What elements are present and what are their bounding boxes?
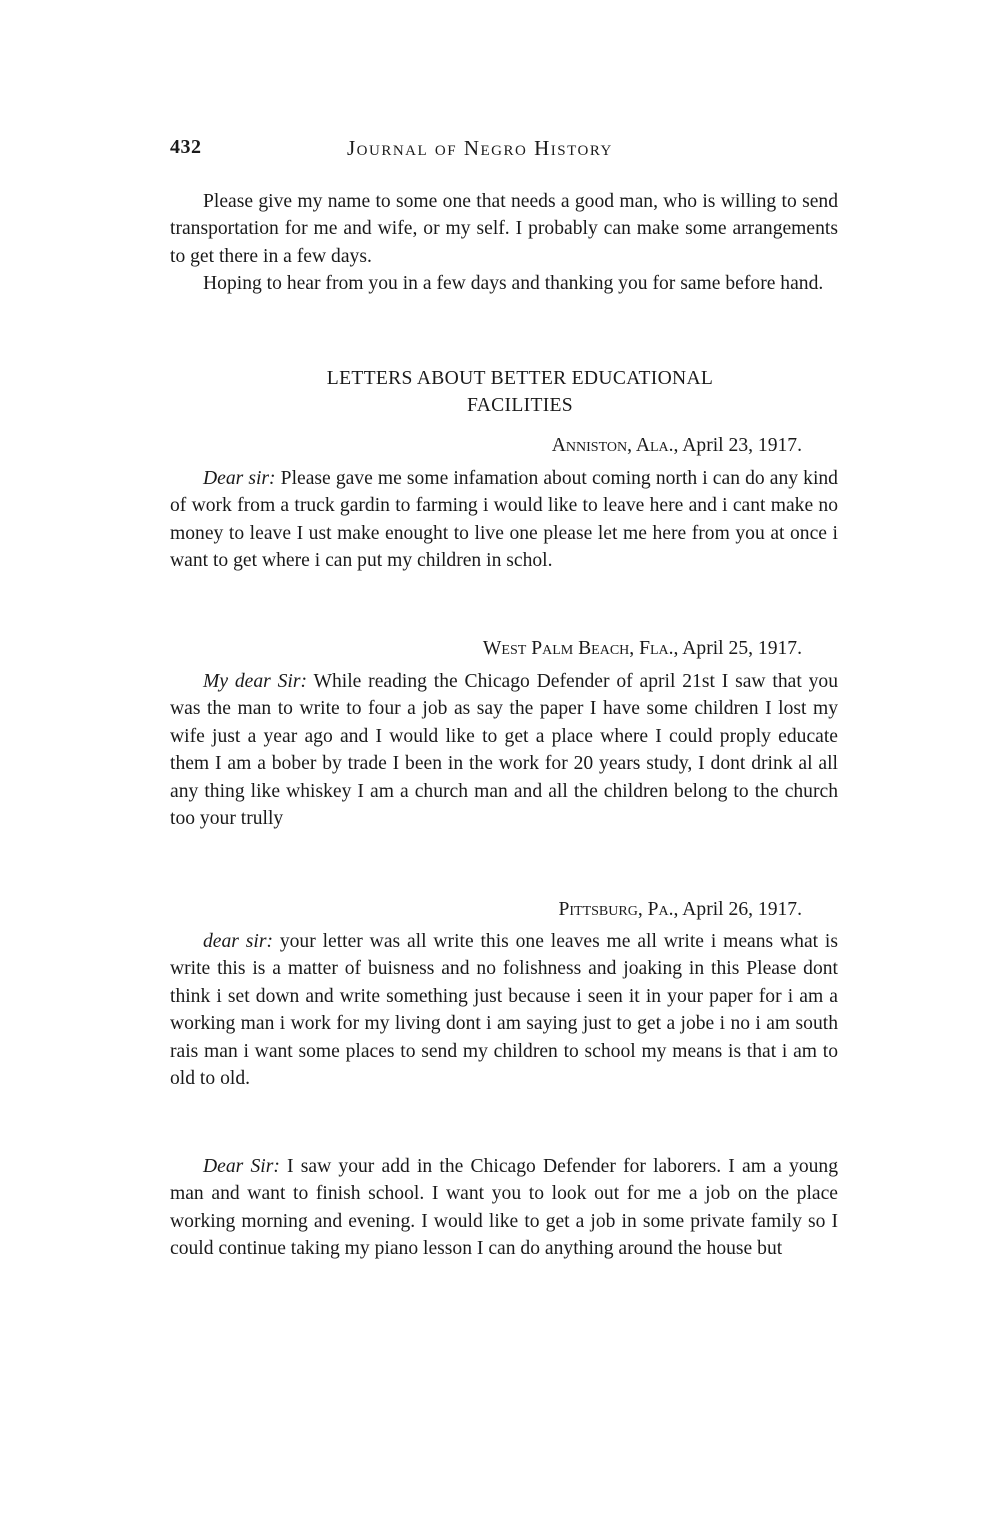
letter-4-salutation: Dear Sir: xyxy=(203,1156,280,1177)
page-header xyxy=(170,136,838,166)
letter-1-place: Anniston, Ala., xyxy=(551,435,679,456)
letter-2-place: West Palm Beach, Fla., xyxy=(482,638,679,659)
letter-2-dateline xyxy=(170,635,802,662)
letter-3-text: your letter was all write this one leaves me all write i means what is write this is a matter of buisness and no folishness and joaking in this Please dont think i set down and write something just because i seen it in your paper for i am a working man i work for my living dont i am saying just to get a jobe i no i am south rais man i want some places to send my children to school my means is that i am to old to old. xyxy=(170,931,838,1090)
letter-3-place: Pittsburg, Pa., xyxy=(558,899,679,920)
letter-1-dateline xyxy=(170,432,802,459)
letter-1-date: April 23, 1917. xyxy=(682,435,802,456)
letter-2-date: April 25, 1917. xyxy=(682,638,802,659)
letter-2-body xyxy=(170,668,838,832)
section-title-line-1: LETTERS ABOUT BETTER EDUCATIONAL xyxy=(326,368,714,389)
section-title-line-2: FACILITIES xyxy=(466,395,574,416)
running-head: Journal of Negro History xyxy=(347,136,613,160)
letter-4-body xyxy=(170,1153,838,1263)
letter-3-body xyxy=(170,928,838,1092)
letter-3-dateline xyxy=(170,896,802,923)
letter-2-salutation: My dear Sir: xyxy=(203,671,307,692)
opening-paragraph-2: Hoping to hear from you in a few days and thanking you for same before hand. xyxy=(203,273,824,294)
letter-4-text: I saw your add in the Chicago Defender for laborers. I am a young man and want to finish school. I want you to look out for me a job on the place working morning and evening. I would like to get a job in some private family so I could continue taking my piano lesson I can do anything around the house but xyxy=(170,1156,839,1260)
page-number: 432 xyxy=(170,136,202,158)
letter-2-text: While reading the Chicago Defender of april 21st I saw that you was the man to write to four a job as say the paper I have some children I lost my wife just a year ago and I would like to get a place where I could proply educate them I am a bober by trade I been in the work for 20 years study, I dont drink al all any thing like whiskey I am a church man and all the children belong to the church too your trully xyxy=(170,671,838,830)
letter-3-salutation: dear sir: xyxy=(203,931,273,952)
letter-3-date: April 26, 1917. xyxy=(682,899,802,920)
letter-1-text: Please gave me some infamation about coming north i can do any kind of work from a truck gardin to farming i would like to leave here and i cant make no money to leave I ust make enought to live one please let me here from you at once i want to get where i can put my children in schol. xyxy=(170,468,838,572)
opening-paragraph-1: Please give my name to some one that needs a good man, who is willing to send transportation for me and wife, or my self. I probably can make some arrangements to get there in a few days. xyxy=(170,191,838,267)
letter-1-body xyxy=(170,465,838,575)
letter-1-salutation: Dear sir: xyxy=(203,468,276,489)
